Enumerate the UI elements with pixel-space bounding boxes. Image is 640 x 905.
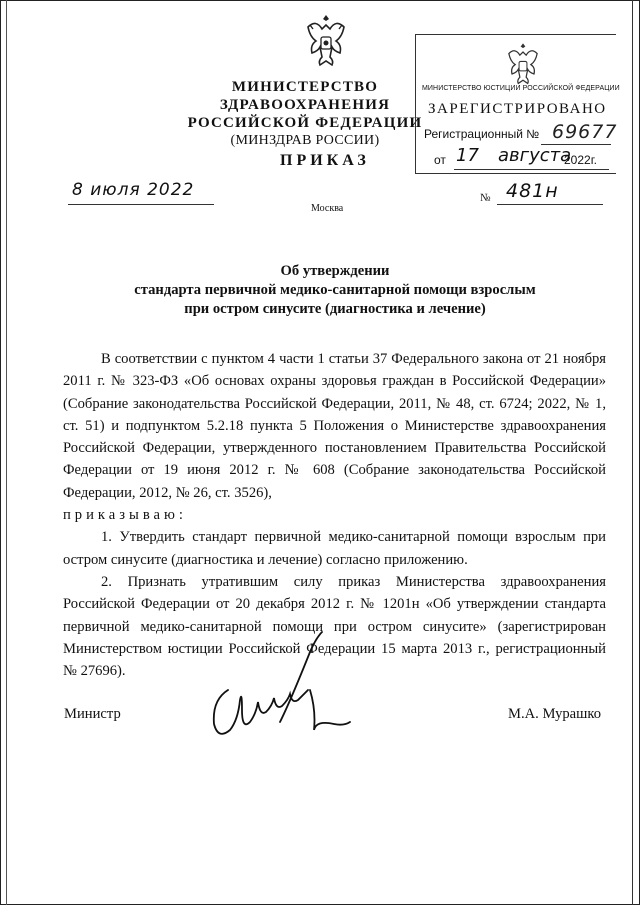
ministry-name-line1: МИНИСТЕРСТВО ЗДРАВООХРАНЕНИЯ: [219, 79, 391, 113]
preamble-text: В соответствии с пунктом 4 части 1 статьи 37 Федерального закона от 21 ноября 2011 г. № 323-ФЗ «Об основах охраны здоровья граждан в Российской Федерации» (Собрание законодательства Российской Федерации, 2011, № 48, ст. 6724; 2022, № 1, ст. 51) и подпунктом 5.2.18 пункта 5 Положения о Министерстве здравоохранения Российской Федерации, утвержденного постановлением Правительства Российской Федерации от 19 июня 2012 г. № 608 (Собрание законодательства Российской Федерации, 2012, № 26, ст. 3526),: [63, 351, 606, 501]
order-subject: [100, 262, 570, 319]
stamp-reg-number-handwritten: 69677: [552, 121, 618, 143]
ministry-name-line2: РОССИЙСКОЙ ФЕДЕРАЦИИ: [187, 115, 423, 131]
body-paragraph-1: 1. Утвердить стандарт первичной медико-санитарной помощи взрослым при остром синусите (диагностика и лечение) согласно приложению.: [63, 529, 606, 568]
order-subject-line1: Об утверждении: [280, 263, 390, 279]
stamp-date-year: 2022г.: [564, 153, 597, 167]
body-paragraph-preamble: [63, 348, 606, 504]
signatory-position: Министр: [64, 706, 121, 722]
body-paragraph-2: 2. Признать утратившим силу приказ Министерства здравоохранения Российской Федерации от 20 декабря 2012 г. № 1201н «Об утверждении стандарта первичной медико-санитарной помощи при остром синусите» (зарегистрирован Министерством юстиции Российской Федерации 15 марта 2013 г., регистрационный № 27696).: [63, 573, 606, 680]
ministry-header: [150, 78, 460, 150]
scan-edge-right: [632, 0, 633, 905]
stamp-ministry-name: МИНИСТЕРСТВО ЮСТИЦИИ РОССИЙСКОЙ ФЕДЕРАЦИИ: [422, 85, 620, 92]
order-date-underline: [68, 204, 214, 205]
order-number-handwritten: 481н: [506, 180, 559, 202]
order-title: ПРИКАЗ: [280, 152, 370, 169]
order-date-handwritten: 8 июля 2022: [72, 180, 195, 200]
scan-edge-left: [6, 0, 7, 905]
body-order-word: приказываю:: [63, 507, 187, 524]
order-subject-line2: стандарта первичной медико-санитарной помощи взрослым: [134, 282, 536, 298]
ministry-short-name: (МИНЗДРАВ РОССИИ): [230, 133, 380, 148]
double-headed-eagle-emblem-icon: [303, 11, 349, 67]
order-number-underline: [497, 204, 603, 205]
stamp-date-month-handwritten: августа: [498, 145, 572, 166]
order-number-sign: №: [480, 192, 491, 204]
handwritten-signature: [190, 630, 380, 745]
stamp-from-label: от: [434, 153, 446, 167]
stamp-date-day-handwritten: 17: [456, 145, 479, 166]
order-subject-line3: при остром синусите (диагностика и лечение): [184, 301, 486, 317]
signatory-name: М.А. Мурашко: [508, 706, 602, 722]
order-city: Москва: [311, 203, 344, 214]
registration-stamp: [415, 34, 620, 174]
stamp-reg-number-label: Регистрационный №: [424, 127, 540, 141]
stamp-eagle-emblem-icon: [504, 41, 542, 85]
stamp-date-underline: [454, 169, 609, 170]
stamp-registered-label: ЗАРЕГИСТРИРОВАНО: [428, 101, 607, 117]
